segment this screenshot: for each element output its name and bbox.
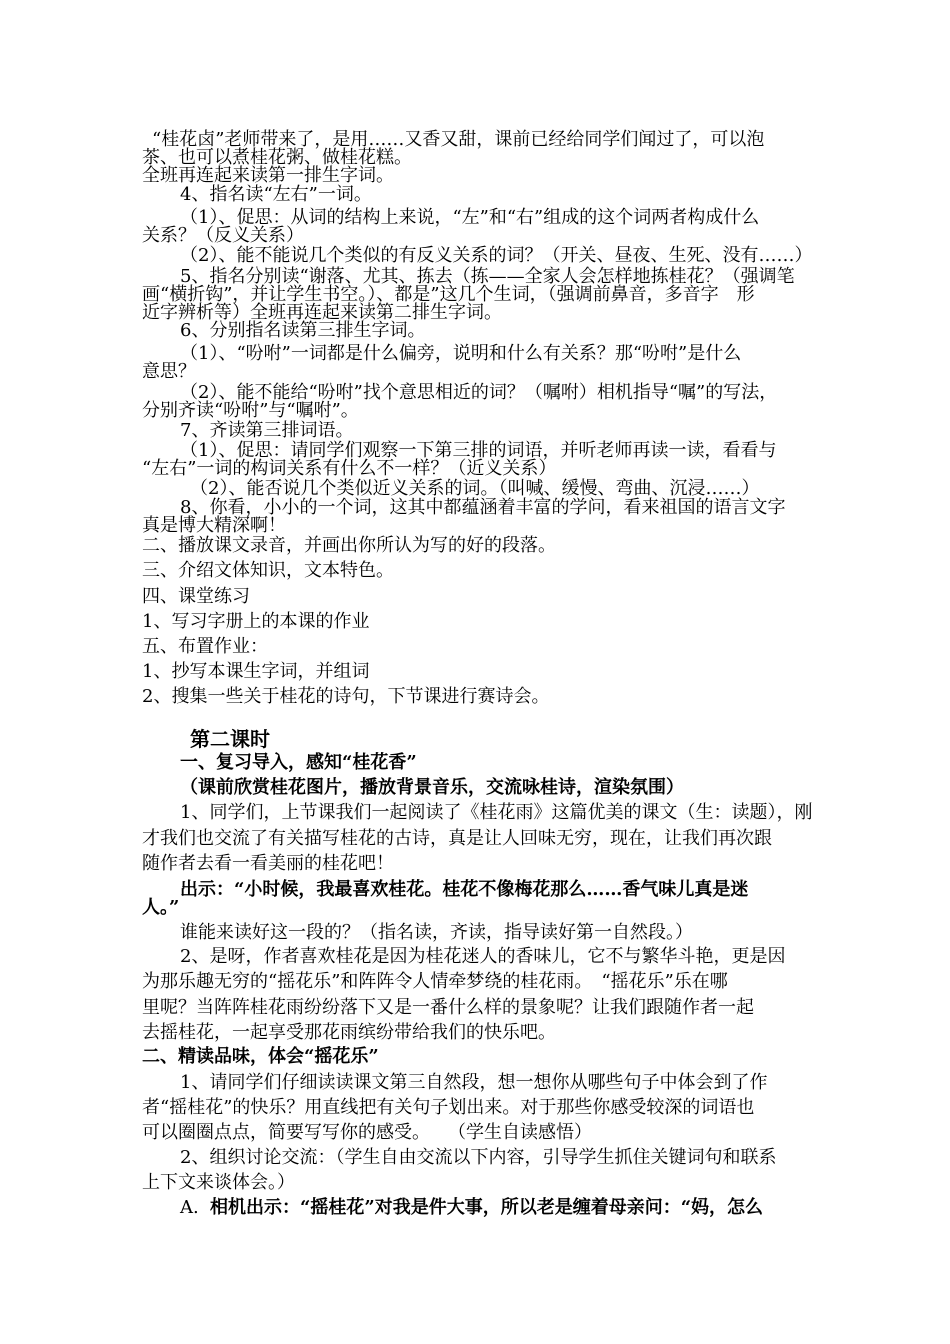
item-marker: A. bbox=[180, 1197, 199, 1218]
text-line: 1、同学们，上节课我们一起阅读了《桂花雨》这篇优美的课文（生：读题），刚 bbox=[180, 802, 813, 823]
quoted-text: 人。” bbox=[142, 897, 180, 918]
text-line: （2）、能不能说几个类似的有反义关系的词？（开关、昼夜、生死、没有……） bbox=[180, 245, 813, 266]
text-line: 者“摇桂花”的快乐？用直线把有关句子划出来。对于那些你感受较深的词语也 bbox=[142, 1097, 755, 1118]
text-line: （1）、“吩咐”一词都是什么偏旁，说明和什么有关系？那“吩咐”是什么 bbox=[180, 343, 742, 364]
section-heading: 一、复习导入，感知“桂花香” bbox=[180, 752, 417, 773]
text-line: 2、搜集一些关于桂花的诗句，下节课进行赛诗会。 bbox=[142, 686, 550, 707]
text-line: 随作者去看一看美丽的桂花吧！ bbox=[142, 853, 394, 874]
text-line: （2）、能不能给“吩咐”找个意思相近的词？（嘱咐）相机指导“嘱”的写法， bbox=[180, 382, 778, 403]
text-line: （1）、促思：请同学们观察一下第三排的词语，并听老师再读一读，看看与 bbox=[180, 440, 777, 461]
text-line: 近字辨析等）全班再连起来读第二排生字词。 bbox=[142, 302, 502, 323]
text-line: 为那乐趣无穷的“摇花乐”和阵阵令人情牵梦绕的桂花雨。 “摇花乐”乐在哪 bbox=[142, 971, 728, 992]
section-heading: 二、精读品味，体会“摇花乐” bbox=[142, 1046, 379, 1067]
text-line: 意思？ bbox=[142, 361, 196, 382]
section-note: （课前欣赏桂花图片，播放背景音乐，交流咏桂诗，渲染氛围） bbox=[180, 777, 684, 798]
text-line: 四、课堂练习 bbox=[142, 586, 250, 607]
text-line: 1、抄写本课生字词，并组词 bbox=[142, 661, 370, 682]
text-line: 2、是呀，作者喜欢桂花是因为桂花迷人的香味儿，它不与繁华斗艳，更是因 bbox=[180, 946, 786, 967]
text-line: “左右”一词的构词关系有什么不一样？（近义关系） bbox=[142, 458, 557, 479]
text-line: “桂花卤”老师带来了，是用……又香又甜，课前已经给同学们闻过了，可以泡 bbox=[152, 129, 765, 150]
text-line: 6、分别指名读第三排生字词。 bbox=[180, 320, 426, 341]
text-line: 谁能来读好这一段的？（指名读，齐读，指导读好第一自然段。） bbox=[180, 922, 693, 943]
text-line: 2、组织讨论交流：（学生自由交流以下内容，引导学生抓住关键词句和联系 bbox=[180, 1147, 777, 1168]
text-line: 三、介绍文体知识，文本特色。 bbox=[142, 560, 394, 581]
text-line: 7、齐读第三排词语。 bbox=[180, 420, 354, 441]
text-line: 上下文来谈体会。） bbox=[142, 1172, 295, 1193]
text-line: 关系？（反义关系） bbox=[142, 225, 304, 246]
text-line: （2）、能否说几个类似近义关系的词。（叫喊、缓慢、弯曲、沉浸……） bbox=[190, 478, 760, 499]
text-line: 5、指名分别读“谢落、尤其、拣去（拣——全家人会怎样地拣桂花？（强调笔 bbox=[180, 266, 795, 287]
text-line: 1、请同学们仔细读读课文第三自然段，想一想你从哪些句子中体会到了作 bbox=[180, 1072, 768, 1093]
text-line: 真是博大精深啊！ bbox=[142, 515, 286, 536]
text-line: 可以圈圈点点，简要写写你的感受。 （学生自读感悟） bbox=[142, 1122, 592, 1143]
text-line: 里呢？当阵阵桂花雨纷纷落下又是一番什么样的景象呢？让我们跟随作者一起 bbox=[142, 997, 754, 1018]
text-line: 全班再连起来读第一排生字词。 bbox=[142, 165, 394, 186]
text-line: 才我们也交流了有关描写桂花的古诗，真是让人回味无穷，现在，让我们再次跟 bbox=[142, 828, 772, 849]
text-line: 8、你看，小小的一个词，这其中都蕴涵着丰富的学问，看来祖国的语言文字 bbox=[180, 497, 786, 518]
text-line: 去摇桂花，一起享受那花雨缤纷带给我们的快乐吧。 bbox=[142, 1022, 556, 1043]
text-line: 茶、也可以煮桂花粥、做桂花糕。 bbox=[142, 147, 412, 168]
text-line: 4、指名读“左右”一词。 bbox=[180, 184, 372, 205]
quoted-text: 出示：“小时候，我最喜欢桂花。桂花不像梅花那么……香气味儿真是迷 bbox=[180, 879, 749, 900]
text-line: 1、写习字册上的本课的作业 bbox=[142, 611, 370, 632]
text-line: 二、播放课文录音，并画出你所认为写的好的段落。 bbox=[142, 535, 556, 556]
quoted-text: 相机出示：“摇桂花”对我是件大事，所以老是缠着母亲问：“妈，怎么 bbox=[210, 1197, 764, 1218]
text-line: 画“横折钩”，并让学生书空。）、都是”这几个生词，（强调前鼻音，多音字 形 bbox=[142, 284, 755, 305]
text-line: 分别齐读“吩咐”与“嘱咐”。 bbox=[142, 400, 359, 421]
lesson-title: 第二课时 bbox=[190, 727, 270, 751]
text-line: 五、布置作业： bbox=[142, 636, 268, 657]
text-line: （1）、促思：从词的结构上来说，“左”和“右”组成的这个词两者构成什么 bbox=[180, 207, 760, 228]
